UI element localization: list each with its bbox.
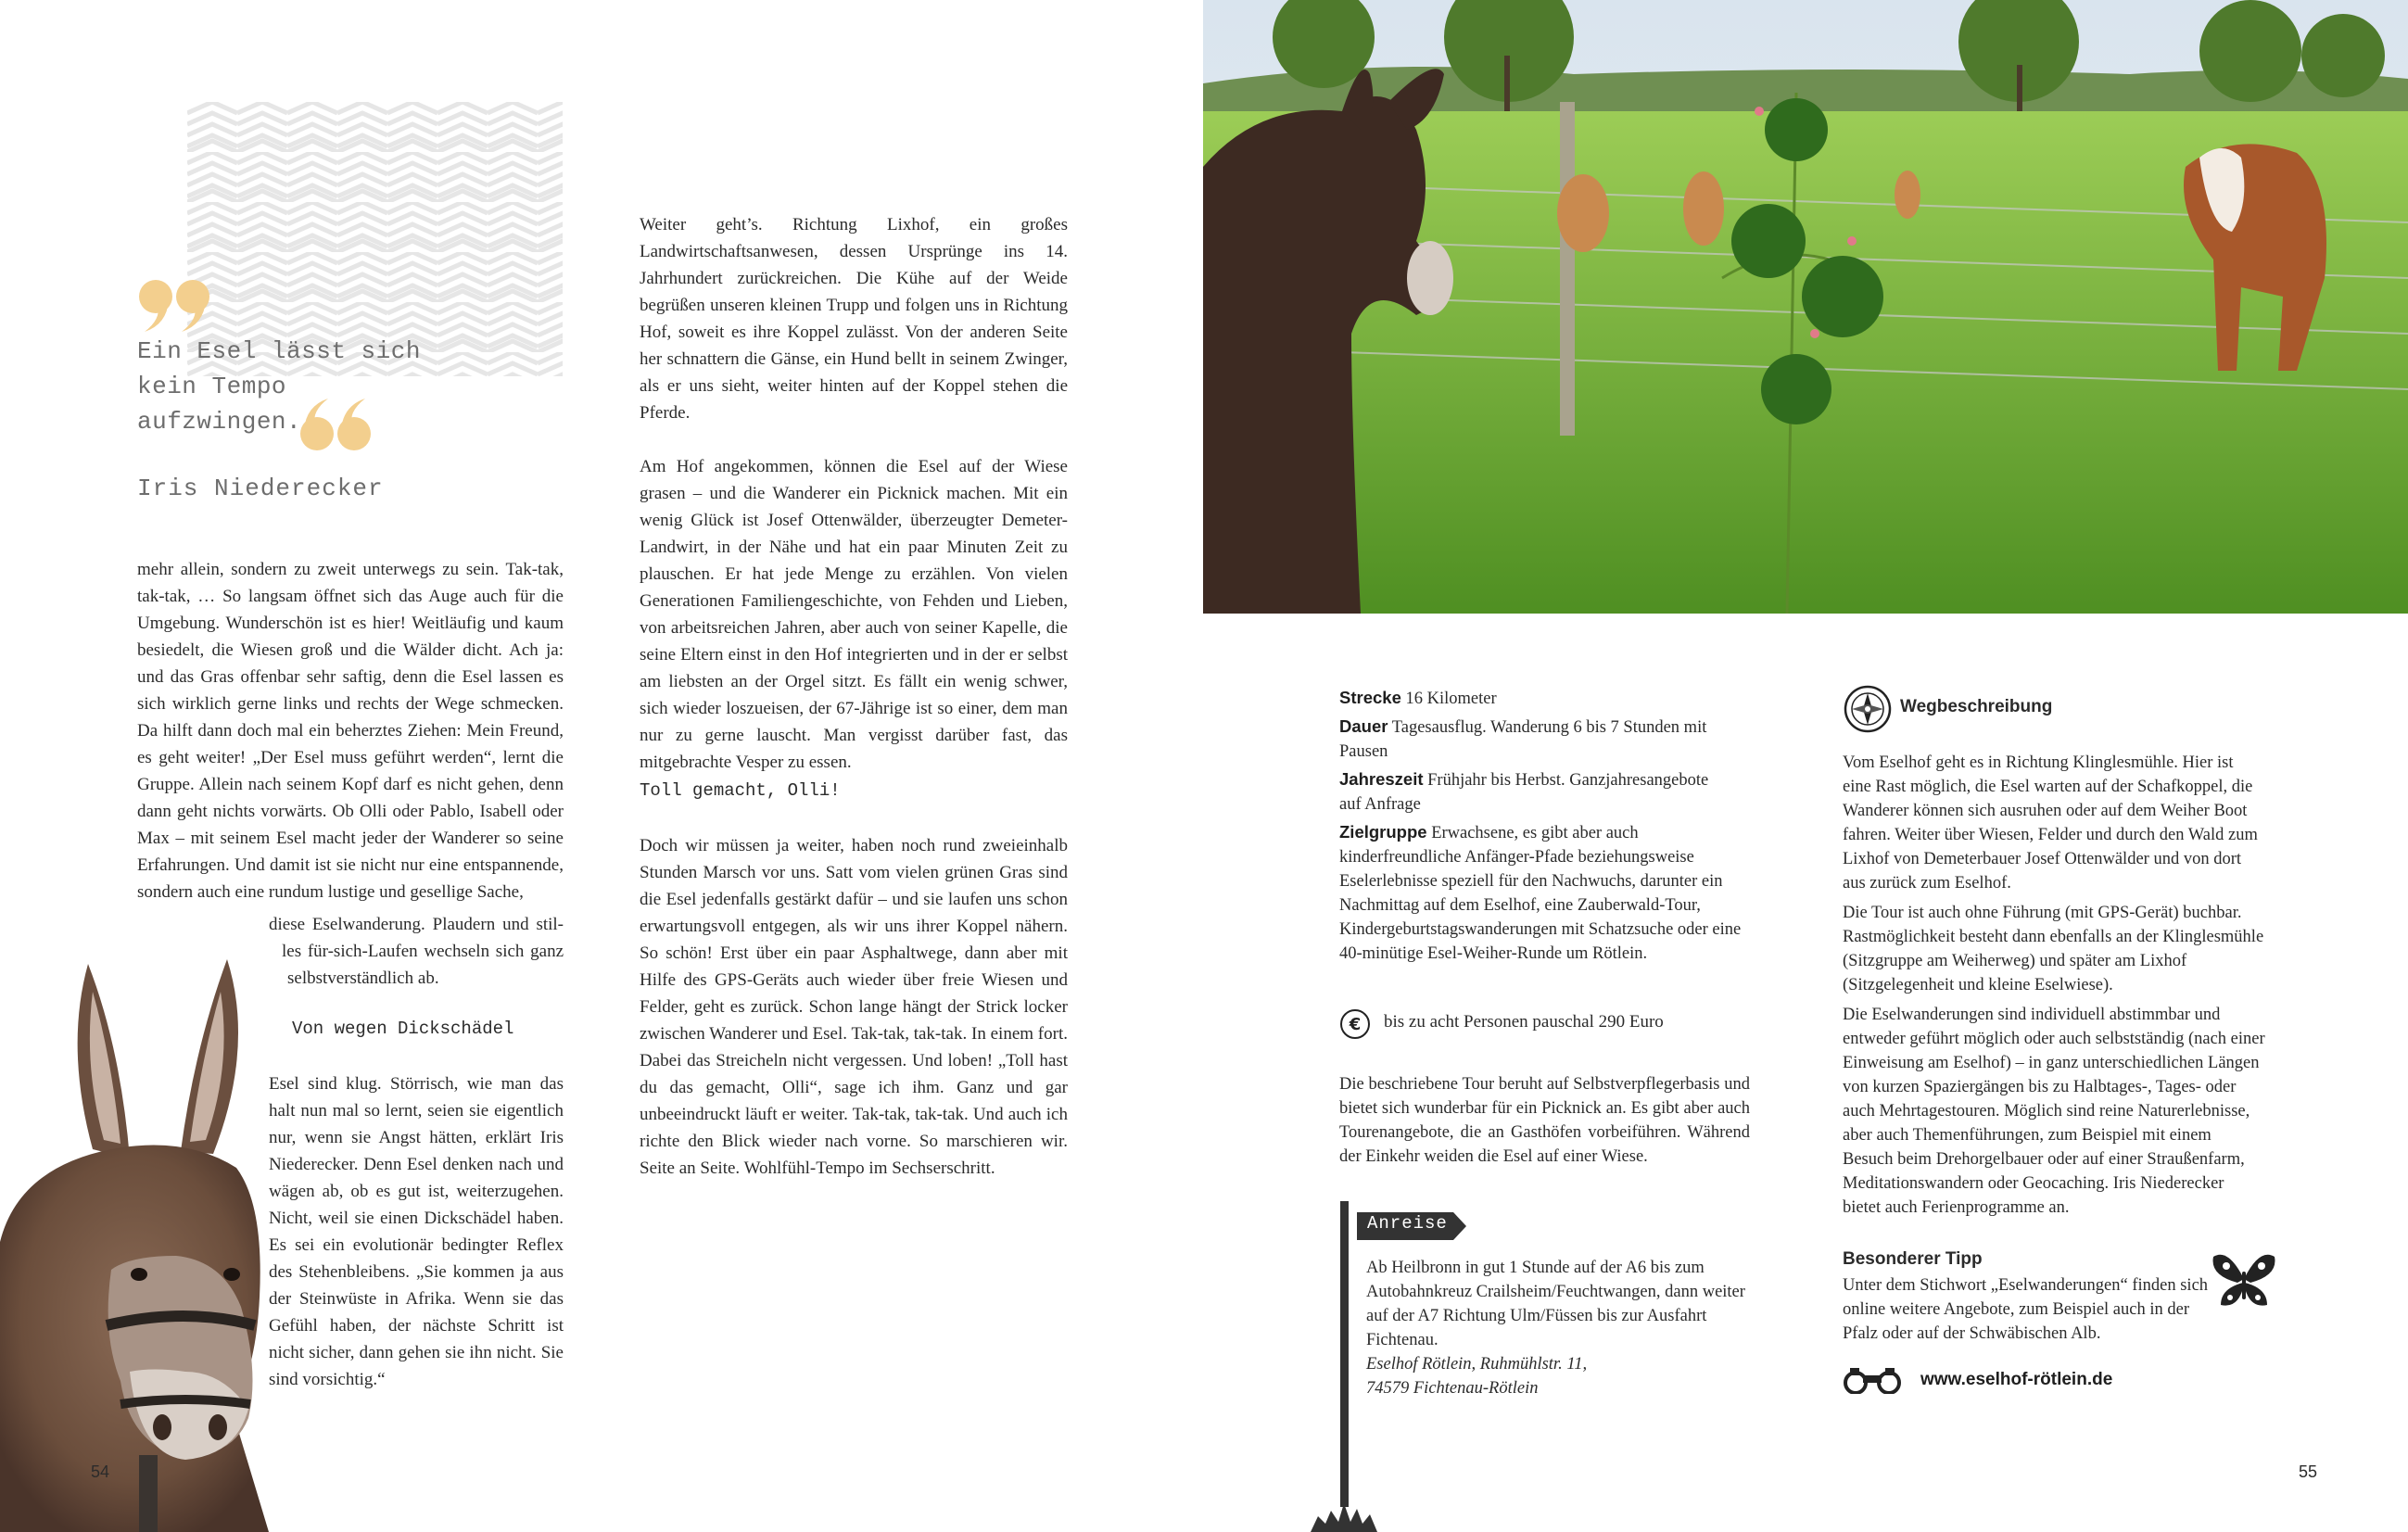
fact-label: Strecke: [1339, 688, 1401, 707]
column-1-text: [137, 556, 564, 905]
tipp-title: Besonderer Tipp: [1843, 1249, 1983, 1269]
fact-zielgruppe: [1339, 820, 1747, 966]
fact-value: Erwachsene, es gibt aber auch kinderfreundliche Anfänger-Pfade beziehungsweise Eselerlebnisse speziell für den Nachwuchs, darunter ein Nachmittag auf dem Eselhof, eine Zauberwald-Tour, Kindergeburtstagswanderungen mit Schatzsuche oder eine 40-minütige Esel-Weiher-Runde um Rötlein.: [1339, 824, 1742, 963]
paragraph: Am Hof angekommen, können die Esel auf der Wiese grasen – und die Wanderer ein Picknick machen. Mit ein wenig Glück ist Josef Ottenwälder, überzeugter Demeter-Landwirt, in der Nähe und hat ein paar Minuten Zeit zu plauschen. Er hat jede Menge zu erzählen. Von vielen Generationen Familiengeschichte, von Fehden und Lieben, von arbeitsreichen Jahren, aber auch von seiner Kapelle, die seine Eltern einst in den Hof integrierten und in der er selbst am liebsten an der Orgel sitzt. Es fällt ein wenig schwer, sich wieder loszueisen, der 67-Jährige ist so einer, dem man nur zu gerne lauscht. Man vergisst darüber fast, das mitgebrachte Vesper zu essen.: [640, 457, 1068, 772]
donkey-cows-meadow-photo: [1203, 0, 2408, 614]
page-number-left: 54: [91, 1462, 110, 1481]
wrap-line: les für-sich-Laufen wechseln sich ganz: [282, 942, 564, 961]
paragraph: Die Eselwanderungen sind individuell abstimmbar und entweder geführt möglich oder auch selbstständig (nach einer Einweisung am Eselhof) – in ganz unterschiedlichen Längen von kurzen Spaziergängen bis zu Halbtages-, Tages- oder auch Mehrtagestouren. Möglich sind reine Naturerlebnisse, aber auch Themenführungen, zum Beispiel mit einem Besuch beim Drehorgelbauer oder auf einer Straußenfarm, Meditationswandern oder Geocaching. Iris Niederecker bietet auch Ferienprogramme an.: [1843, 1006, 2265, 1217]
fact-strecke: [1339, 686, 1747, 711]
facts-list: [1339, 686, 1747, 966]
svg-text:€: €: [1349, 1015, 1362, 1034]
wrap-line: selbstverständlich ab.: [287, 969, 439, 988]
fact-value: 16 Kilometer: [1405, 690, 1497, 708]
binoculars-icon: [1843, 1366, 1902, 1394]
subheading-toll-gemacht: Toll gemacht, Olli!: [640, 780, 841, 801]
address-line: 74579 Fichtenau-Rötlein: [1366, 1379, 1539, 1398]
donkey-portrait-image: [0, 936, 269, 1532]
anreise-label: Anreise: [1367, 1213, 1448, 1234]
wrap-line: diese Eselwanderung. Plaudern und stil-: [269, 915, 564, 934]
paragraph: Die Tour ist auch ohne Führung (mit GPS-Gerät) buchbar. Rastmöglichkeit besteht dann ebenfalls an der Klinglesmühle (Sitzgruppe am Weiherweg) und später am Lixhof (Sitzgelegenheit und kleine Eselwiese).: [1843, 904, 2264, 994]
fact-label: Jahreszeit: [1339, 769, 1424, 789]
column-2-text: [640, 211, 1068, 776]
euro-icon: [1339, 1008, 1371, 1040]
paragraph: Vom Eselhof geht es in Richtung Klinglesmühle. Hier ist eine Rast möglich, die Esel warten auf der Schafkoppel, die Wanderer können sich ausruhen oder auf dem Weiher Boot fahren. Weiter über Wiesen, Felder und durch den Wald zum Lixhof von Demeterbauer Josef Ottenwälder und von dort aus zurück zum Eselhof.: [1843, 753, 2258, 893]
anreise-text: [1366, 1256, 1755, 1400]
fact-value: Frühjahr bis Herbst. Ganzjahresangebote auf Anfrage: [1339, 771, 1709, 814]
compass-icon: [1843, 684, 1893, 734]
wegbeschreibung-text: [1843, 751, 2265, 1225]
paragraph: Weiter geht’s. Richtung Lixhof, ein großes Landwirtschaftsanwesen, dessen Ursprünge ins 14. Jahrhundert zurückreichen. Die Kühe auf der Weide begrüßen unseren kleinen Trupp und folgen uns in Richtung Hof, soweit es ihre Koppel zulässt. Von der anderen Seite her schnattern die Gänse, ein Hund bellt in seinem Zwinger, als er uns sieht, weiter hinten auf der Koppel stehen die Pferde.: [640, 215, 1068, 423]
fact-value: Tagesausflug. Wanderung 6 bis 7 Stunden mit Pausen: [1339, 718, 1707, 761]
fact-dauer: [1339, 715, 1710, 764]
tour-description: Die beschriebene Tour beruht auf Selbstverpflegerbasis und bietet sich wunderbar für ein Picknick an. Es gibt aber auch Tourenangebote, die an Gasthöfen vorbeiführen. Während der Einkehr weiden die Esel auf einer Wiese.: [1339, 1075, 1750, 1166]
paragraph: mehr allein, sondern zu zweit unterwegs zu sein. Tak-tak, tak-tak, … So langsam öffnet sich das Auge auch für die Umgebung. Wunderschön ist es hier! Weitläufig und kaum besiedelt, die Wiesen groß und die Wälder dicht. Ach ja: und das Gras offenbar sehr saftig, denn die Esel lassen es sich wirklich gerne links und rechts der Wege schmecken. Da hilft dann doch mal ein beherztes Ziehen: Mein Freund, es geht weiter! „Der Esel muss geführt werden“, lernt die Gruppe. Allein nach seinem Kopf darf es nicht gehen, denn dann geht nichts vorwärts. Ob Olli oder Pablo, Isabell oder Max – mit seinem Esel macht jeder der Wanderer so seine Erfahrungen. Und damit ist sie nicht nur eine entspannende, sondern auch eine rundum lustige und gesellige Sache,: [137, 560, 564, 902]
subheading-dickschaedel: Von wegen Dickschädel: [292, 1019, 514, 1039]
address-line: Eselhof Rötlein, Ruhmühlstr. 11,: [1366, 1355, 1588, 1374]
paragraph: Esel sind klug. Störrisch, wie man das halt nun mal so lernt, seien sie eigentlich nur, wenn sie Angst hätten, erklärt Iris Niederecker. Denn Esel denken nach und wägen ab, ob es gut ist, weiterzugehen. Nicht, weil sie einen Dickschädel haben. Es sei ein evolutionär bedingter Reflex des Stehenbleibens. „Sie kommen ja aus der Steinwüste in Afrika. Wenn sie das Gefühl haben, der nächste Schritt ist nicht sicher, dann gehen sie ihn nicht. Sie sind vorsichtig.“: [269, 1074, 564, 1389]
column-2-text-b: [640, 832, 1068, 1182]
quote-open-icon: [137, 278, 215, 334]
paragraph: Doch wir müssen ja weiter, haben noch rund zweieinhalb Stunden Marsch vor uns. Satt vom vielen grünen Gras sind die Esel jedenfalls gestärkt dafür – und sie laufen uns schon erwartungsvoll entgegen, als wir uns ihrer Koppel nähern. So schön! Erst über ein paar Asphaltwege, dann aber mit Hilfe des GPS-Geräts auch wieder über freie Wiesen und Felder, geht es zurück. Schon lange hängt der Strick locker zwischen Wanderer und Esel. Tak-tak, tak-tak. In einem fort. Dabei das Streicheln nicht vergessen. Und loben! „Toll hast du das gemacht, Olli“, sage ich ihm. Ganz und gar unbeeindruckt läuft er weiter. Tak-tak, tak-tak. Und auch ich richte den Blick wieder nach vorne. So marschieren wir. Seite an Seite. Wohlfühl-Tempo im Sechserschritt.: [640, 836, 1068, 1178]
tipp-text: Unter dem Stichwort „Eselwanderungen“ finden sich online weitere Angebote, zum Beispiel auch in der Pfalz oder auf der Schwäbischen Alb.: [1843, 1276, 2209, 1343]
fact-label: Dauer: [1339, 716, 1388, 736]
butterfly-icon: [2210, 1251, 2278, 1312]
pull-quote: Ein Esel lässt sich kein Tempo aufzwingen.: [137, 337, 421, 436]
fact-label: Zielgruppe: [1339, 822, 1427, 842]
price-text: bis zu acht Personen pauschal 290 Euro: [1384, 1012, 1664, 1032]
fact-jahreszeit: [1339, 767, 1729, 817]
column-1-text-b: [269, 1070, 564, 1393]
anreise-directions: Ab Heilbronn in gut 1 Stunde auf der A6 bis zum Autobahnkreuz Crailsheim/Feuchtwangen, dann weiter auf der A7 Richtung Ulm/Füssen bis zur Ausfahrt Fichtenau.: [1366, 1259, 1745, 1349]
page-number-right: 55: [2299, 1462, 2318, 1481]
column-1-wrap: [269, 911, 564, 992]
website-link[interactable]: www.eselhof-rötlein.de: [1920, 1370, 2113, 1389]
quote-author: Iris Niederecker: [137, 475, 384, 502]
wegbeschreibung-title: Wegbeschreibung: [1900, 697, 2053, 716]
